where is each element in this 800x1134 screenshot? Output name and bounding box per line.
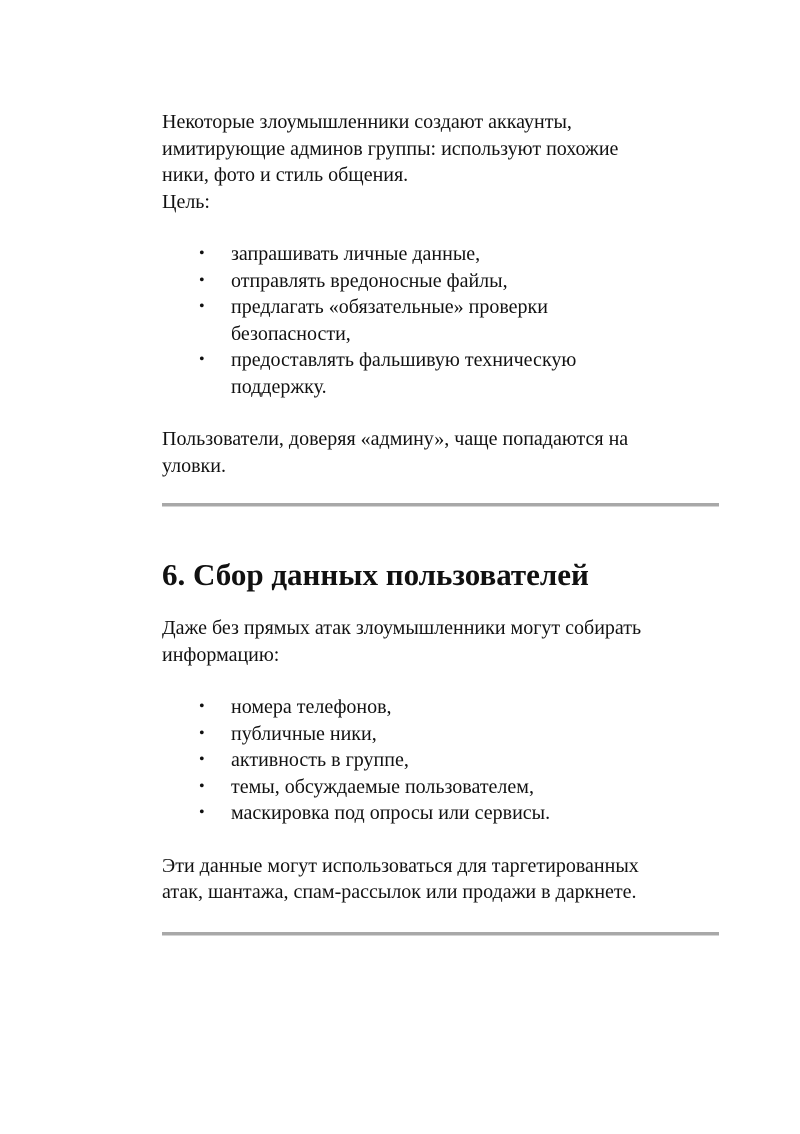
- collected-data-list: [162, 694, 722, 827]
- list-item: [162, 721, 722, 748]
- bullet-icon: •: [199, 777, 205, 795]
- goals-list: [162, 241, 722, 400]
- bullet-icon: •: [199, 804, 205, 821]
- horizontal-divider: [162, 932, 719, 936]
- document-page: [162, 109, 722, 936]
- list-item: [162, 694, 722, 721]
- bullet-icon: •: [199, 245, 205, 262]
- list-item: [162, 747, 722, 774]
- intro-line: имитирующие админов группы: используют похожие: [162, 137, 619, 160]
- list-item: [162, 294, 722, 347]
- section6-intro: [162, 615, 722, 668]
- conclusion-line: уловки.: [162, 454, 226, 477]
- conclusion-line: Пользователи, доверяя «админу», чаще попадаются на: [162, 428, 629, 450]
- bullet-icon: •: [199, 724, 205, 742]
- list-item-text: поддержку.: [231, 375, 327, 398]
- section-heading: 6. Сбор данных пользователей: [162, 557, 589, 592]
- horizontal-divider: [162, 503, 719, 507]
- bullet-icon: •: [199, 751, 205, 768]
- intro-line: ники, фото и стиль общения.: [162, 164, 409, 186]
- list-item-text: темы, обсуждаемые пользователем,: [231, 775, 534, 798]
- list-item: [162, 774, 722, 801]
- section6-intro-line: информацию:: [162, 643, 280, 666]
- list-item-text: предлагать «обязательные» проверки: [231, 296, 548, 318]
- conclusion-line: атак, шантажа, спам-рассылок или продажи в даркнете.: [162, 881, 637, 903]
- bullet-icon: •: [199, 271, 205, 289]
- list-item-text: безопасности,: [231, 322, 351, 345]
- goal-label: Цель:: [162, 190, 210, 213]
- intro-line: Некоторые злоумышленники создают аккаунты,: [162, 111, 572, 133]
- list-item: [162, 347, 722, 400]
- bullet-icon: •: [199, 298, 205, 315]
- conclusion-line: Эти данные могут использоваться для таргетированных: [162, 854, 639, 877]
- intro-paragraph: [162, 109, 722, 215]
- list-item: [162, 241, 722, 268]
- list-item: [162, 800, 722, 827]
- list-item-text: номера телефонов,: [231, 696, 392, 718]
- list-item-text: маскировка под опросы или сервисы.: [231, 802, 551, 824]
- list-item-text: отправлять вредоносные файлы,: [231, 269, 508, 292]
- section6-conclusion: [162, 853, 722, 906]
- list-item-text: предоставлять фальшивую техническую: [231, 349, 577, 371]
- intro-conclusion: [162, 426, 722, 479]
- bullet-icon: •: [199, 351, 205, 368]
- list-item: [162, 268, 722, 295]
- section6-intro-line: Даже без прямых атак злоумышленники могут собирать: [162, 617, 642, 639]
- bullet-icon: •: [199, 698, 205, 715]
- list-item-text: активность в группе,: [231, 749, 409, 771]
- list-item-text: запрашивать личные данные,: [231, 243, 481, 265]
- list-item-text: публичные ники,: [231, 722, 377, 745]
